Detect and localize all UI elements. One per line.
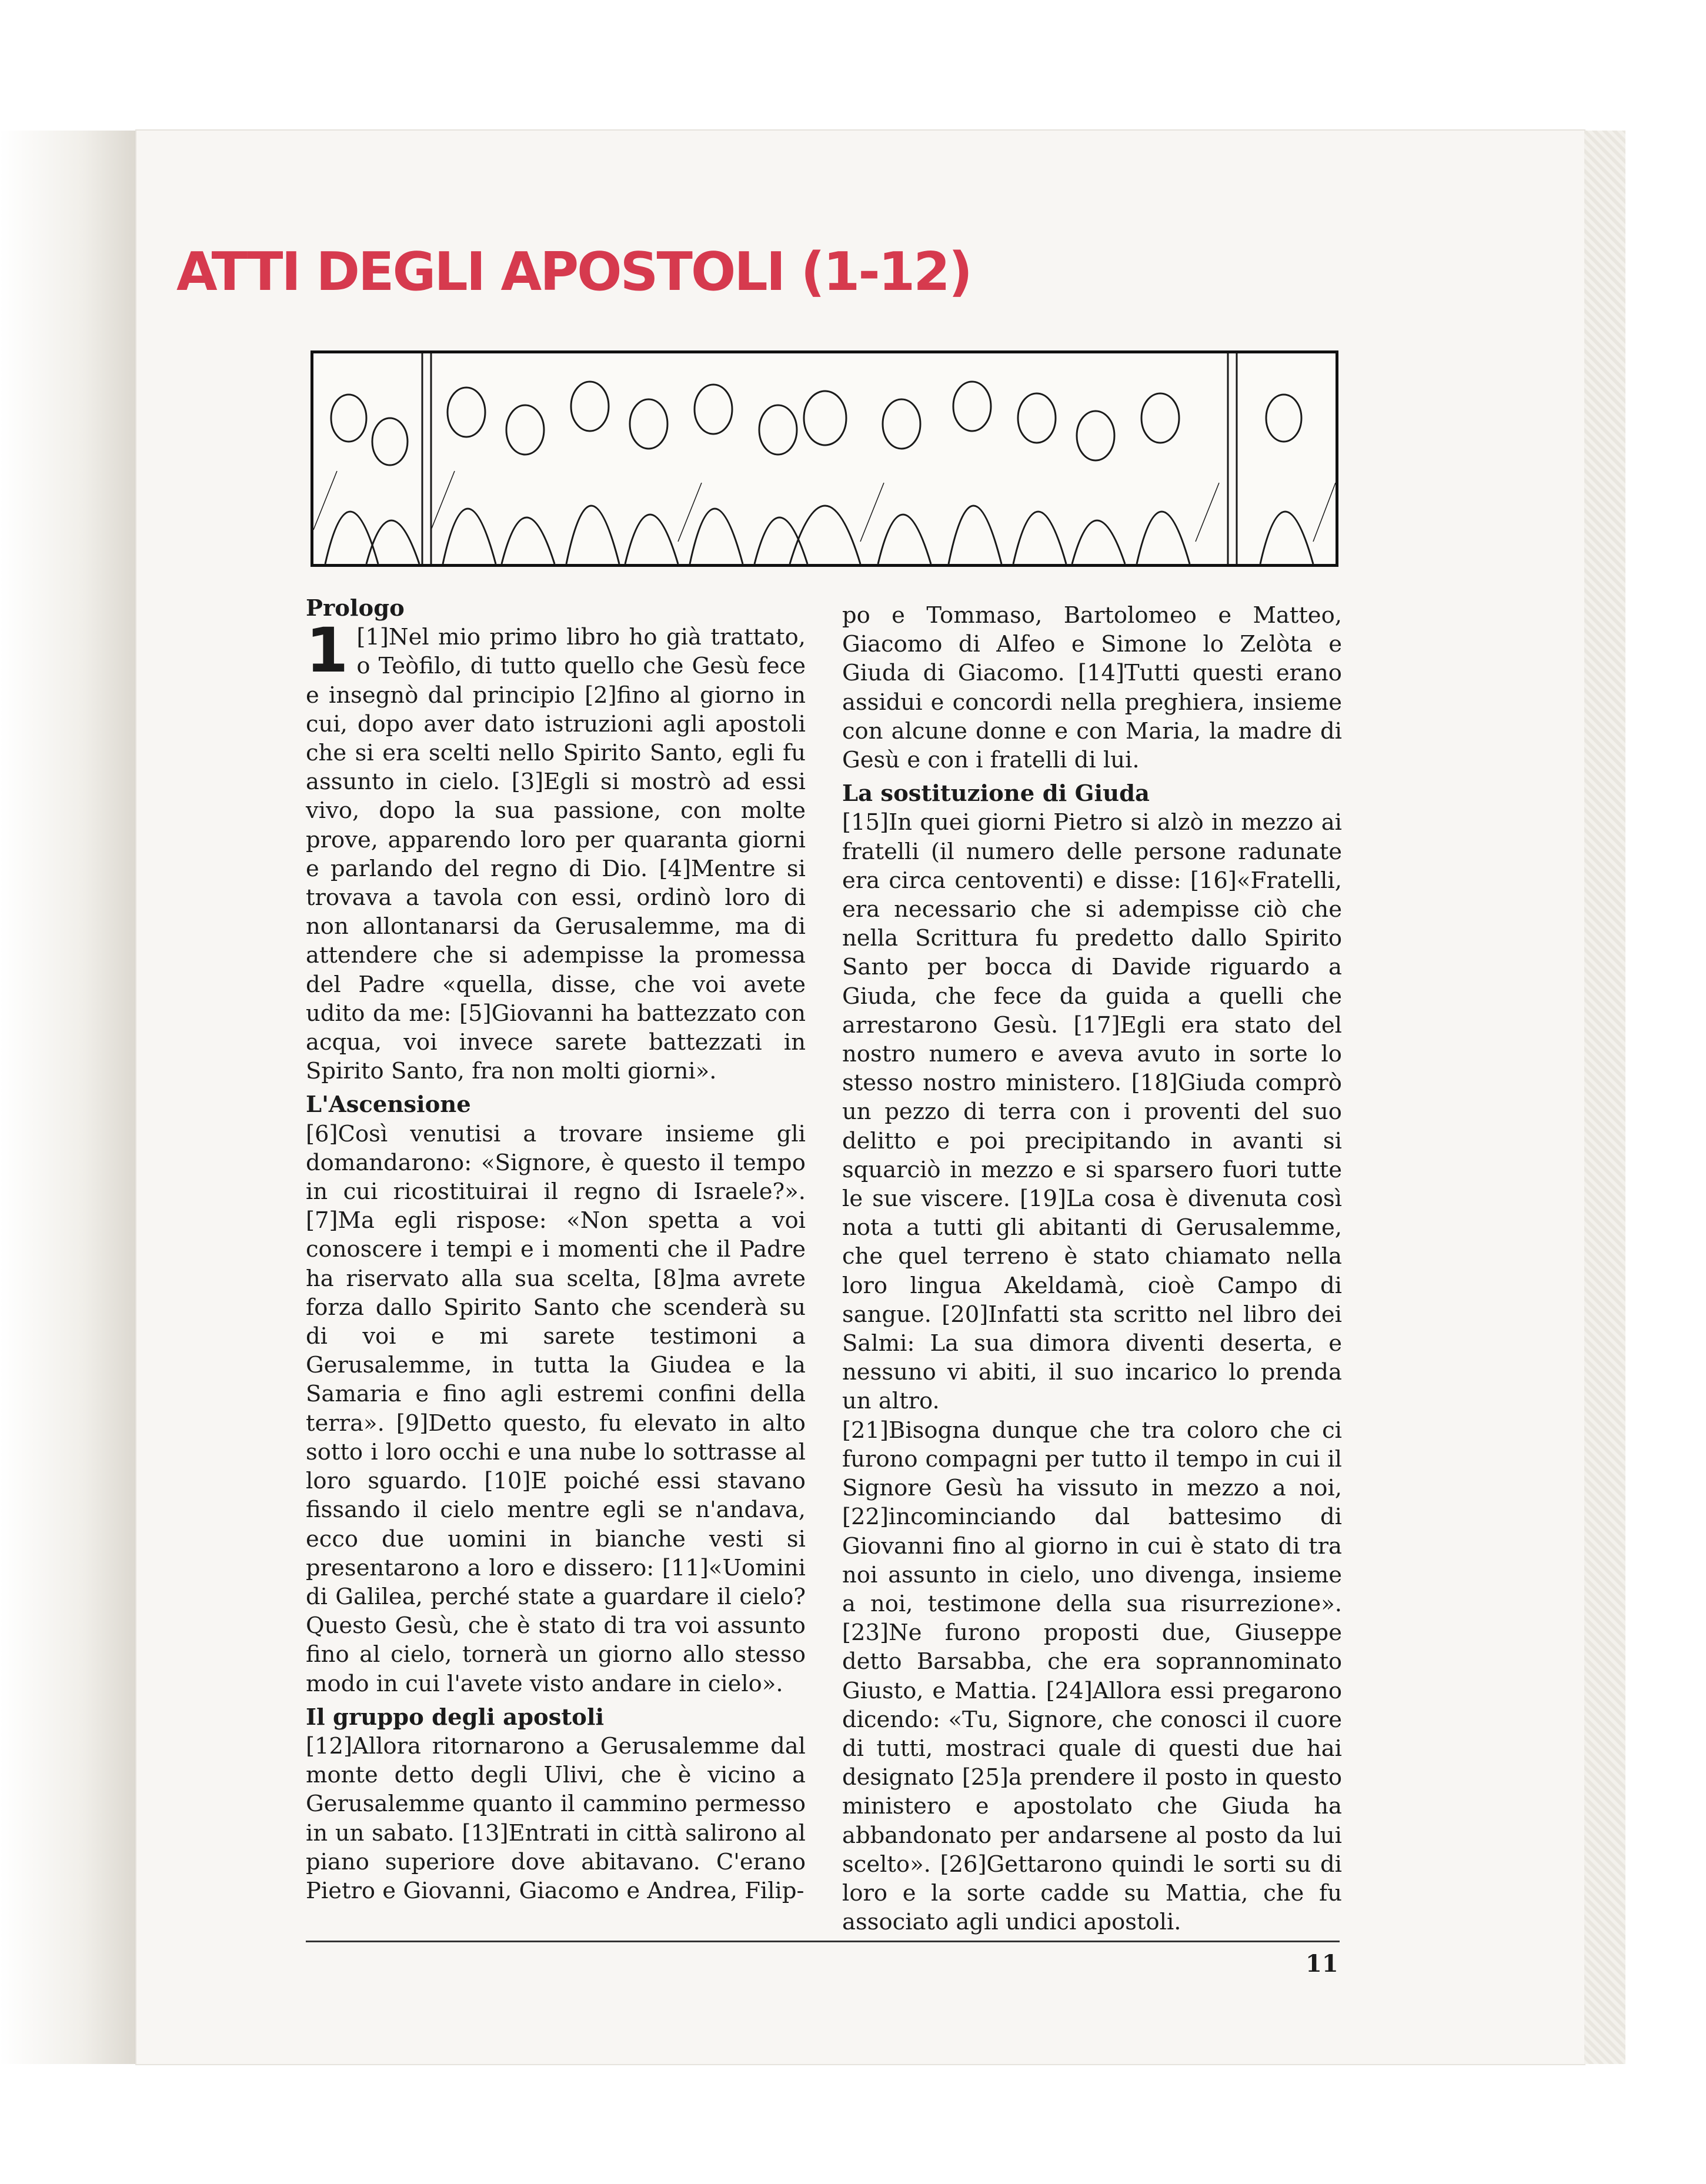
footer-rule <box>306 1941 1340 1942</box>
apostles-engraving-icon <box>313 353 1336 564</box>
paragraph-gruppo-right: po e Tommaso, Bartolomeo e Matteo, Giacomo di Alfeo e Simone lo Zelòta e Giuda di Giacomo. [14]Tutti questi erano assidui e concordi nella preghiera, insieme con alcune donne e con Maria, la madre di Gesù e con i fratelli di lui. <box>842 602 1342 774</box>
paragraph-ascensione: [6]Così venutisi a trovare insieme gli domandarono: «Signore, è questo il tempo in cui ricostituirai il regno di Israele?». [7]Ma egli rispose: «Non spetta a voi conoscere i tempi e i momenti che il Padre ha riservato alla sua scelta, [8]ma avrete forza dallo Spirito Santo che scenderà su di voi e mi sarete testimoni a Gerusalemme, in tutta la Giudea e la Samaria e fino agli estremi confini della terra». [9]Detto questo, fu elevato in alto sotto i loro occhi e una nube lo sottrasse al loro sguardo. [10]E poiché essi stavano fissando il cielo mentre egli se n'andava, ecco due uomini in bianche vesti si presentarono a loro e dissero: [11]«Uomini di Galilea, perché state a guardare il cielo? Questo Gesù, che è stato di tra voi assunto fino al cielo, tornerà un giorno allo stesso modo in cui l'avete visto andare in cielo». <box>306 1120 806 1697</box>
paragraph-sostituzione-2: [21]Bisogna dunque che tra coloro che ci furono compagni per tutto il tempo in cui il Signore Gesù ha vissuto in mezzo a noi, [22]incominciando dal battesimo di Giovanni fino al giorno in cui è stato di tra noi assunto in cielo, uno divenga, insieme a noi, testimone della sua risurrezione». [23]Ne furono proposti due, Giuseppe detto Barsabba, che era soprannominato Giusto, e Mattia. [24]Allora essi pregarono dicendo: «Tu, Signore, che conosci il cuore di tutti, mostraci quale di questi due hai designato [25]a prendere il posto in questo ministero e apostolato che Giuda ha abbandonato per andarsene al posto da lui scelto». [26]Gettarono quindi le sorti su di loro e la sorte cadde su Mattia, che fu associato agli undici apostoli. <box>842 1417 1342 1936</box>
book-spine <box>0 131 136 2064</box>
chapter-number: 1 <box>306 615 349 687</box>
paragraph-sostituzione: [15]In quei giorni Pietro si alzò in mezzo ai fratelli (il numero delle persone radunate era circa centoventi) e disse: [16]«Fratelli, era necessario che si adempisse ciò che nella Scrittura fu predetto dallo Spirito Santo per bocca di Davide riguardo a Giuda, che fece da guida a quelli che arrestarono Gesù. [17]Egli era stato del nostro numero e aveva avuto in sorte lo stesso nostro ministero. [18]Giuda comprò un pezzo di terra con i proventi del suo delitto e poi precipitando in avanti si squarciò in mezzo e si sparsero fuori tutte le sue viscere. [19]La cosa è divenuta così nota a tutti gli abitanti di Gerusalemme, che quel terreno è stato chiamato nella loro lingua Akeldamà, cioè Campo di sangue. [20]Infatti sta scritto nel libro dei Salmi: La sua dimora diventi deserta, e nessuno vi abiti, il suo incarico lo prenda un altro. <box>842 809 1342 1415</box>
paragraph-prologo-text: [1]Nel mio primo libro ho già trattato, o Teòfilo, di tutto quello che Gesù fece e insegnò dal principio [2]fino al giorno in cui, dopo aver dato istruzioni agli apostoli che si era scelti nello Spirito Santo, egli fu assunto in cielo. [3]Egli si mostrò ad essi vivo, dopo la sua passione, con molte prove, apparendo loro per quaranta giorni e parlando del regno di Dio. [4]Mentre si trovava a tavola con essi, ordinò loro di non allontanarsi da Gerusalemme, ma di attendere che si adempisse la promessa del Padre «quella, disse, che voi avete udito da me: [5]Giovanni ha battezzato con acqua, voi invece sarete battezzati in Spirito Santo, fra non molti giorni». <box>306 624 806 1085</box>
page-edge <box>1584 131 1625 2064</box>
section-heading-sostituzione: La sostituzione di Giuda <box>842 780 1150 807</box>
section-heading-gruppo: Il gruppo degli apostoli <box>306 1704 605 1731</box>
paragraph-prologo <box>306 615 806 1086</box>
right-column <box>842 601 1342 1936</box>
paragraph-gruppo-left: [12]Allora ritornarono a Gerusalemme dal monte detto degli Ulivi, che è vicino a Gerusalemme quanto il cammino permesso in un sabato. [13]Entrati in città salirono al piano superiore dove abitavano. C'erano Pietro e Giovanni, Giacomo e Andrea, Filip- <box>306 1732 806 1904</box>
page-number: 11 <box>1306 1950 1338 1978</box>
illustration-banner <box>311 350 1338 567</box>
section-heading-prologo: Prologo <box>306 595 405 622</box>
left-column <box>306 594 806 1905</box>
page-title: ATTI DEGLI APOSTOLI (1-12) <box>176 241 971 303</box>
section-heading-ascensione: L'Ascensione <box>306 1091 471 1118</box>
